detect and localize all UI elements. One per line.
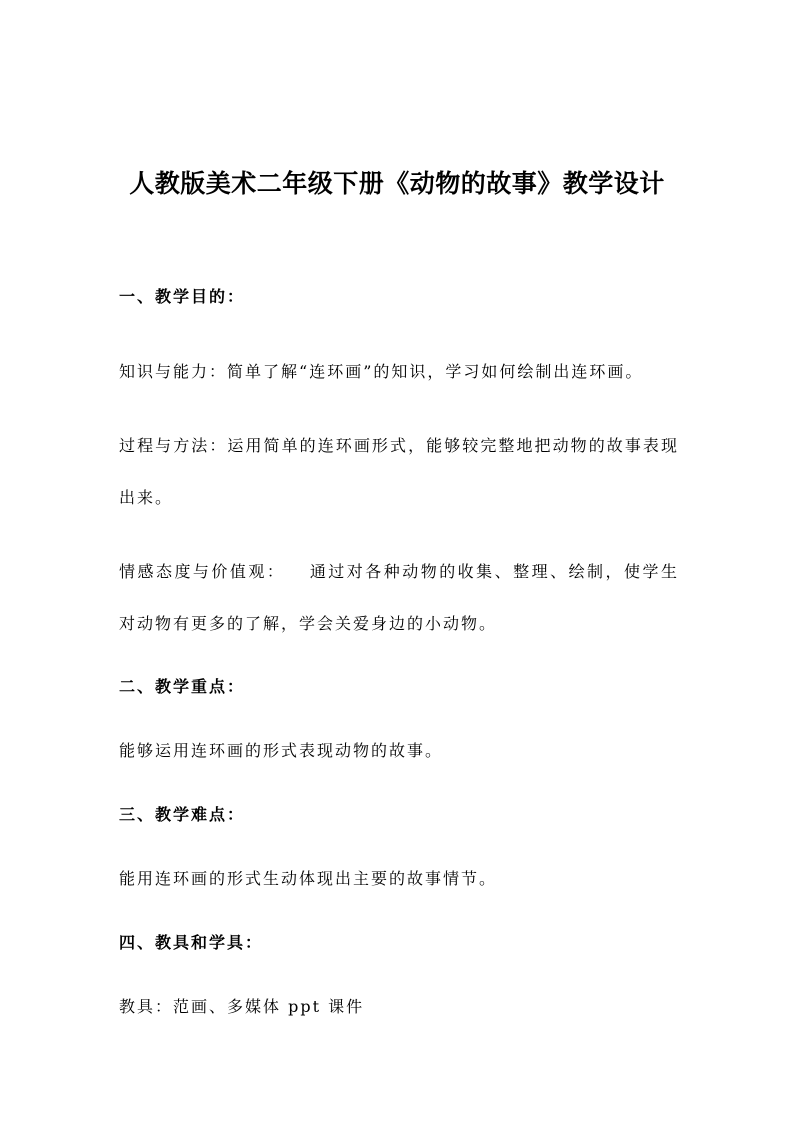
paragraph-label-process: 过程与方法： [119, 436, 228, 455]
paragraph-difficulties: 能用连环画的形式生动体现出主要的故事情节。 [119, 869, 498, 888]
paragraph-emotion-values [119, 546, 679, 650]
paragraph-knowledge-ability [119, 346, 679, 398]
section-heading-objectives: 一、教学目的： [119, 287, 246, 306]
paragraph-label-emotion: 情感态度与价值观： [119, 562, 286, 581]
section-heading-tools: 四、教具和学具： [119, 933, 264, 952]
document-title: 人教版美术二年级下册《动物的故事》教学设计 [129, 169, 665, 198]
paragraph-process-method [119, 420, 679, 524]
paragraph-text-knowledge: 简单了解“连环画”的知识，学习如何绘制出连环画。 [227, 362, 644, 381]
section-heading-difficulties: 三、教学难点： [119, 805, 246, 824]
paragraph-text-process: 运用简单的连环画形式，能够较完整地把动物的故事表现出来。 [119, 436, 679, 507]
paragraph-teaching-tools: 教具：范画、多媒体 ppt 课件 [119, 997, 365, 1016]
paragraph-key-points: 能够运用连环画的形式表现动物的故事。 [119, 741, 444, 760]
section-heading-key-points: 二、教学重点： [119, 677, 246, 696]
paragraph-label-knowledge: 知识与能力： [119, 362, 228, 381]
paragraph-text-emotion: 通过对各种动物的收集、整理、绘制，使学生对动物有更多的了解，学会关爱身边的小动物。 [119, 562, 679, 633]
document-body [119, 282, 679, 1056]
